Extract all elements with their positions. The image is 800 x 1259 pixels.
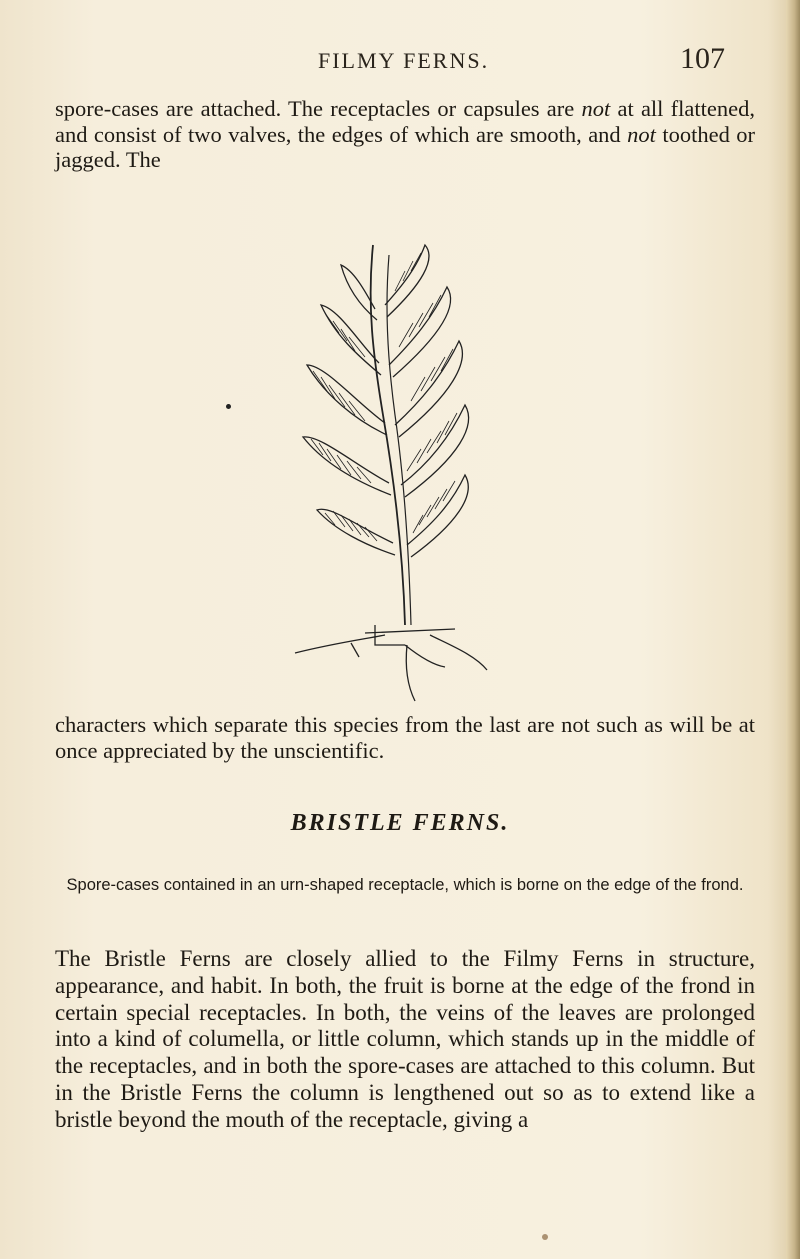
running-title: FILMY FERNS. bbox=[318, 48, 490, 73]
ink-dot bbox=[226, 404, 231, 409]
ink-mark bbox=[542, 1234, 548, 1240]
section-heading: BRISTLE FERNS. bbox=[290, 810, 510, 836]
page-number: 107 bbox=[680, 42, 725, 75]
paragraph-after-figure: characters which separate this species from the last are not such as will be at once appreciated by the unscientific. bbox=[55, 712, 755, 763]
text-segment: at all flattened, and consist of two valves, the edges of which are smooth, and bbox=[55, 96, 755, 147]
paragraph-top bbox=[55, 96, 755, 173]
fern-frond-illustration bbox=[255, 225, 515, 705]
page-header bbox=[0, 42, 800, 82]
paragraph-body: The Bristle Ferns are closely allied to the Filmy Ferns in structure, appearance, and habit. In both, the fruit is borne at the edge of the frond in certain special receptacles. In both, the veins of the leaves are prolonged into a kind of columella, or little column, which stands up in the middle of the receptacles, and in both the spore-cases are attached to this column. But in the Bristle Ferns the column is lengthened out so as to extend like a bristle beyond the mouth of the receptacle, giving a bbox=[55, 946, 755, 1132]
text-segment: spore-cases are attached. The receptacles or capsules are bbox=[55, 96, 582, 121]
emphasis-not: not bbox=[581, 96, 611, 121]
page-edge bbox=[786, 0, 800, 1259]
emphasis-not: not bbox=[627, 121, 656, 147]
section-caption: Spore-cases contained in an urn-shaped receptacle, which is borne on the edge of the frond. bbox=[66, 876, 744, 894]
text-segment: toothed or jagged. The bbox=[55, 121, 755, 173]
